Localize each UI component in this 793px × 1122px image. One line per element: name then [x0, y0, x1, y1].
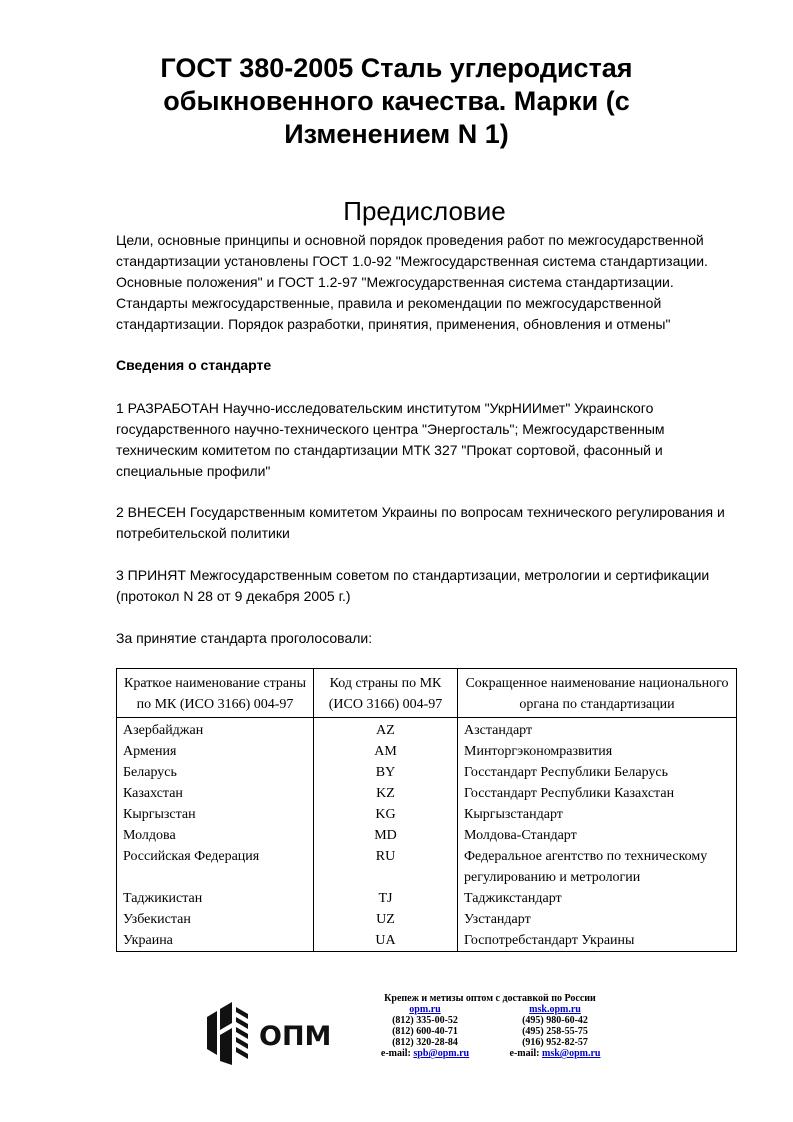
item-1: 1 РАЗРАБОТАН Научно-исследовательским институтом "УкрНИИмет" Украинского государственного научно-технического центра "Энергосталь"; Межгосударственным техническим комитетом по стандартизации МТК 327 "Прокат сортовой, фасонный и специальные профили" [116, 400, 665, 479]
header-country: Краткое наименование страны по МК (ИСО 3166) 004-97 [117, 669, 314, 718]
cell-body: Молдова-Стандарт [458, 825, 737, 846]
cell-country: Молдова [117, 825, 314, 846]
cell-body: Федеральное агентство по техническому регулированию и метрологии [458, 846, 737, 888]
header-body: Сокращенное наименование национального органа по стандартизации [458, 669, 737, 718]
cell-code: RU [314, 846, 458, 888]
cell-country: Армения [117, 741, 314, 762]
cell-code: UA [314, 930, 458, 952]
table-row [117, 888, 737, 909]
phone: (495) 258-55-75 [522, 1026, 588, 1037]
cell-body: Кыргызстандарт [458, 804, 737, 825]
preface-heading: Предисловие [343, 196, 506, 226]
info-heading: Сведения о стандарте [116, 357, 272, 373]
cell-country: Российская Федерация [117, 846, 314, 888]
cell-code: KG [314, 804, 458, 825]
table-row [117, 762, 737, 783]
cell-code: TJ [314, 888, 458, 909]
cell-body: Узстандарт [458, 909, 737, 930]
cell-body: Госстандарт Республики Беларусь [458, 762, 737, 783]
spb-email-link[interactable]: spb@opm.ru [413, 1048, 470, 1059]
preface-text: Цели, основные принципы и основной порядок проведения работ по межгосударственной стандартизации установлены ГОСТ 1.0-92 "Межгосударственная система стандартизации. Основные положения" и ГОСТ 1.2-97 "Межгосударственная система стандартизации. Стандарты межгосударственные, правила и рекомендации по межгосударственной стандартизации. Порядок разработки, принятия, применения, обновления и отмены" [116, 232, 708, 332]
phone: (812) 335-00-52 [392, 1015, 458, 1026]
phone: (812) 320-28-84 [392, 1037, 458, 1048]
msk-site-link[interactable]: msk.opm.ru [529, 1004, 581, 1015]
document-title [100, 52, 693, 151]
cell-code: UZ [314, 909, 458, 930]
item-3: 3 ПРИНЯТ Межгосударственным советом по стандартизации, метрологии и сертификации (протокол N 28 от 9 декабря 2005 г.) [116, 567, 710, 604]
header-code: Код страны по МК (ИСО 3166) 004-97 [314, 669, 458, 718]
voted-label: За принятие стандарта проголосовали: [116, 630, 373, 646]
cell-country: Узбекистан [117, 909, 314, 930]
cell-body: Госстандарт Республики Казахстан [458, 783, 737, 804]
table-row [117, 741, 737, 762]
title-line: Изменением N 1) [284, 119, 509, 149]
opm-logo [205, 995, 355, 1067]
voting-table [116, 668, 737, 952]
email-label: e-mail: [380, 1048, 411, 1059]
phone: (916) 952-82-57 [522, 1037, 588, 1048]
table-row [117, 783, 737, 804]
title-line: обыкновенного качества. Марки (с [163, 86, 630, 116]
email-label: e-mail: [509, 1048, 540, 1059]
cell-country: Кыргызстан [117, 804, 314, 825]
msk-contacts [490, 1004, 620, 1059]
cell-body: Азстандарт [458, 718, 737, 742]
table-row [117, 846, 737, 888]
cell-code: AZ [314, 718, 458, 742]
cell-country: Беларусь [117, 762, 314, 783]
table-row [117, 804, 737, 825]
msk-email-link[interactable]: msk@opm.ru [542, 1048, 601, 1059]
spb-site-link[interactable]: opm.ru [409, 1004, 441, 1015]
cell-code: AM [314, 741, 458, 762]
tagline: Крепеж и метизы оптом с доставкой по России [384, 993, 596, 1004]
table-row [117, 718, 737, 742]
spb-contacts [360, 1004, 490, 1059]
item-2: 2 ВНЕСЕН Государственным комитетом Украины по вопросам технического регулирования и потребительской политики [116, 504, 725, 541]
table-row [117, 825, 737, 846]
cell-body: Таджикстандарт [458, 888, 737, 909]
phone: (812) 600-40-71 [392, 1026, 458, 1037]
cell-country: Украина [117, 930, 314, 952]
svg-text:ОПМ: ОПМ [259, 1021, 332, 1052]
cell-code: KZ [314, 783, 458, 804]
footer-banner [200, 990, 620, 1070]
cell-body: Минторгэкономразвития [458, 741, 737, 762]
cell-country: Казахстан [117, 783, 314, 804]
table-row [117, 930, 737, 952]
cell-code: MD [314, 825, 458, 846]
phone: (495) 980-60-42 [522, 1015, 588, 1026]
contact-block [360, 993, 620, 1059]
cell-code: BY [314, 762, 458, 783]
cell-country: Азербайджан [117, 718, 314, 742]
title-line: ГОСТ 380-2005 Сталь углеродистая [160, 53, 633, 83]
table-row [117, 909, 737, 930]
cell-country: Таджикистан [117, 888, 314, 909]
cell-body: Госпотребстандарт Украины [458, 930, 737, 952]
